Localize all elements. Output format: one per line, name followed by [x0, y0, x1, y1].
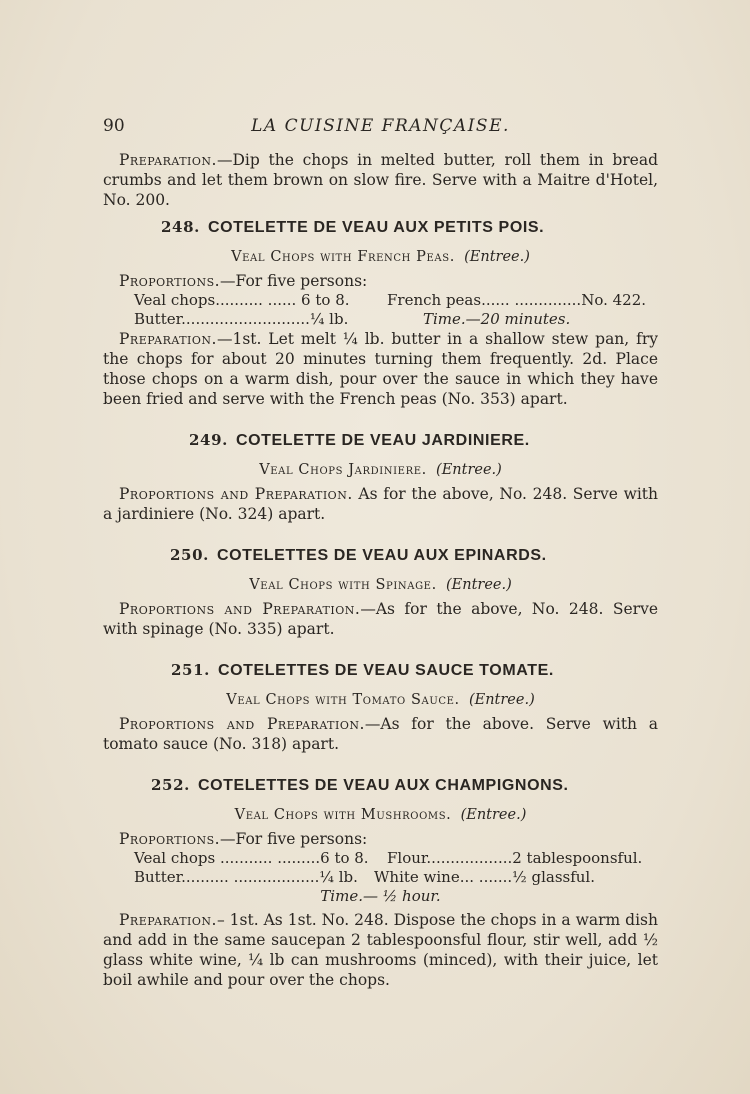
recipe-251-heading	[103, 659, 658, 682]
recipe-250-label: Proportions and Preparation.	[119, 600, 361, 618]
recipe-249-number: 249.	[189, 431, 228, 449]
recipe-252-title: COTELETTES DE VEAU AUX CHAMPIGNONS.	[197, 777, 569, 794]
recipe-249-title: COTELETTE DE VEAU JARDINIERE.	[235, 432, 530, 449]
recipe-251-label: Proportions and Preparation.	[119, 715, 365, 733]
recipe-252-prep-label: Preparation.	[119, 911, 217, 929]
recipe-248-ingredients-row-1	[103, 291, 658, 310]
recipe-251-entree: (Entree.)	[468, 692, 535, 708]
recipe-248-number: 248.	[161, 218, 200, 236]
recipe-248-title: COTELETTE DE VEAU AUX PETITS POIS.	[207, 219, 545, 236]
ingredient-veal-chops: Veal chops ........... .........6 to 8.	[134, 849, 369, 867]
recipe-250-title: COTELETTES DE VEAU AUX EPINARDS.	[216, 547, 547, 564]
recipe-249-subtitle	[103, 462, 658, 478]
intro-paragraph	[103, 150, 658, 210]
page-number: 90	[103, 116, 125, 136]
recipe-249-body	[103, 484, 658, 524]
recipe-252-time	[103, 887, 658, 906]
recipe-248-entree: (Entree.)	[464, 249, 530, 265]
ingredient-veal-chops: Veal chops.......... ...... 6 to 8.	[134, 291, 350, 309]
recipe-249-label: Proportions and Preparation.	[119, 485, 353, 503]
recipe-248-preparation	[103, 329, 658, 409]
recipe-248-subtitle	[103, 249, 658, 265]
recipe-248-prep-label: Preparation.	[119, 330, 217, 348]
recipe-252-ingredients-row-1	[103, 849, 658, 868]
recipe-250-heading	[103, 544, 658, 567]
recipe-252-ingredients-row-2	[103, 868, 658, 887]
recipe-250-english: Veal Chops with Spinage.	[249, 577, 437, 593]
recipe-249-english: Veal Chops Jardiniere.	[259, 462, 427, 478]
ingredient-flour: Flour..................2 tablespoonsful.	[387, 849, 643, 867]
page-content	[103, 150, 658, 990]
recipe-248-prop-label: Proportions.	[119, 272, 221, 290]
running-title: LA CUISINE FRANÇAISE.	[251, 116, 510, 136]
recipe-252-entree: (Entree.)	[460, 807, 527, 823]
recipe-248-heading	[103, 216, 658, 239]
recipe-248-english: Veal Chops with French Peas.	[231, 249, 455, 265]
recipe-249-heading	[103, 429, 658, 452]
recipe-252-proportions	[103, 829, 658, 849]
ingredient-french-peas: French peas...... ..............No. 422.	[387, 291, 647, 309]
recipe-252-prop-text: —For five persons:	[220, 830, 368, 848]
intro-label: Preparation.	[119, 151, 217, 169]
recipe-252-preparation	[103, 910, 658, 990]
recipe-250-subtitle	[103, 577, 658, 593]
recipe-251-body	[103, 714, 658, 754]
recipe-252-subtitle	[103, 807, 658, 823]
recipe-252-time-text: Time.— ½ hour.	[320, 887, 441, 905]
recipe-248-prop-text: —For five persons:	[220, 272, 368, 290]
recipe-248-prep-text: —1st. Let melt ¼ lb. butter in a shallow stew pan, fry the chops for about 20 minutes turning them frequently. 2d. Place those chops on a warm dish, pour over the sauce in which they have been fried and serve with the French peas (No. 353) apart.	[103, 330, 658, 408]
recipe-252-number: 252.	[151, 776, 190, 794]
recipe-251-title: COTELETTES DE VEAU SAUCE TOMATE.	[217, 662, 554, 679]
recipe-250-body	[103, 599, 658, 639]
recipe-250-entree: (Entree.)	[446, 577, 512, 593]
recipe-251-text: —As for the above. Serve with a tomato sauce (No. 318) apart.	[103, 715, 659, 753]
ingredient-butter: Butter...........................¼ lb.	[134, 310, 349, 328]
ingredient-butter: Butter.......... ..................¼ lb.	[134, 868, 358, 886]
recipe-252-prep-text: – 1st. As 1st. No. 248. Dispose the chops in a warm dish and add in the same saucepan 2 tablespoonsful flour, stir well, add ½ glass white wine, ¼ lb can mushrooms (minced), with their juice, let boil awhile and pour over the chops.	[103, 911, 658, 989]
recipe-252-prop-label: Proportions.	[119, 830, 221, 848]
recipe-249-entree: (Entree.)	[436, 462, 502, 478]
recipe-252-english: Veal Chops with Mushrooms.	[234, 807, 452, 823]
recipe-250-text: —As for the above, No. 248. Serve with spinage (No. 335) apart.	[103, 600, 659, 638]
recipe-251-number: 251.	[171, 661, 210, 679]
ingredient-white-wine: White wine... .......½ glassful.	[374, 868, 595, 886]
recipe-248-proportions	[103, 271, 658, 291]
recipe-250-number: 250.	[170, 546, 209, 564]
recipe-248-ingredients-row-2	[103, 310, 658, 329]
recipe-251-subtitle	[103, 692, 658, 708]
running-header	[103, 116, 658, 140]
recipe-249-text: As for the above, No. 248. Serve with a jardiniere (No. 324) apart.	[103, 485, 659, 523]
recipe-252-heading	[103, 774, 658, 797]
recipe-248-time: Time.—20 minutes.	[423, 310, 571, 328]
recipe-251-english: Veal Chops with Tomato Sauce.	[226, 692, 460, 708]
intro-text: —Dip the chops in melted butter, roll them in bread crumbs and let them brown on slow fire. Serve with a Maitre d'Hotel, No. 200.	[103, 151, 658, 209]
